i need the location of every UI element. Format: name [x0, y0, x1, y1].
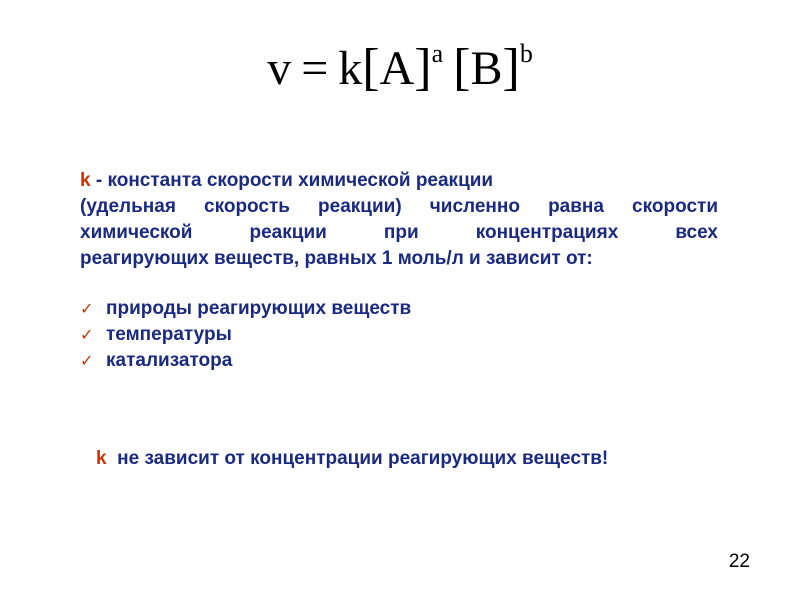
factor-text: природы реагирующих веществ [106, 298, 412, 319]
definition-block [80, 168, 718, 374]
rate-constant-symbol: k [96, 448, 107, 469]
formula-bracket-close: ] [502, 39, 520, 96]
factor-text: катализатора [106, 350, 233, 371]
list-item [80, 348, 718, 374]
definition-line: реагирующих веществ, равных 1 моль/л и зависит от: [80, 248, 593, 269]
formula-exponent-a: a [431, 39, 444, 68]
factor-list [80, 296, 718, 374]
formula-species-b: B [470, 42, 503, 95]
formula-bracket-close: ] [414, 39, 432, 96]
formula-rate-symbol: v [267, 42, 292, 95]
rate-constant-symbol: k [80, 170, 91, 191]
definition-line [80, 168, 718, 194]
list-item [80, 296, 718, 322]
formula-exponent-b: b [519, 39, 533, 68]
rate-law-formula [0, 38, 800, 106]
checkmark-icon: ✓ [80, 299, 94, 318]
note-text: не зависит от концентрации реагирующих веществ! [106, 448, 609, 469]
checkmark-icon: ✓ [80, 351, 94, 370]
definition-line: (удельная скорость реакции) численно равна скорости [80, 196, 718, 217]
formula-species-a: A [379, 42, 415, 95]
list-item [80, 322, 718, 348]
formula-bracket-open: [ [453, 39, 471, 96]
factor-text: температуры [106, 324, 232, 345]
page-number: 22 [728, 551, 750, 572]
definition-line: химической реакции при концентрациях всех [80, 222, 718, 243]
checkmark-icon: ✓ [80, 325, 94, 344]
formula-rate-constant: k [338, 42, 363, 95]
independence-note [96, 446, 608, 472]
definition-line-text: - константа скорости химической реакции [90, 170, 494, 191]
formula-bracket-open: [ [362, 39, 380, 96]
definition-paragraph [80, 168, 718, 272]
formula-equals-sign: = [301, 42, 329, 95]
